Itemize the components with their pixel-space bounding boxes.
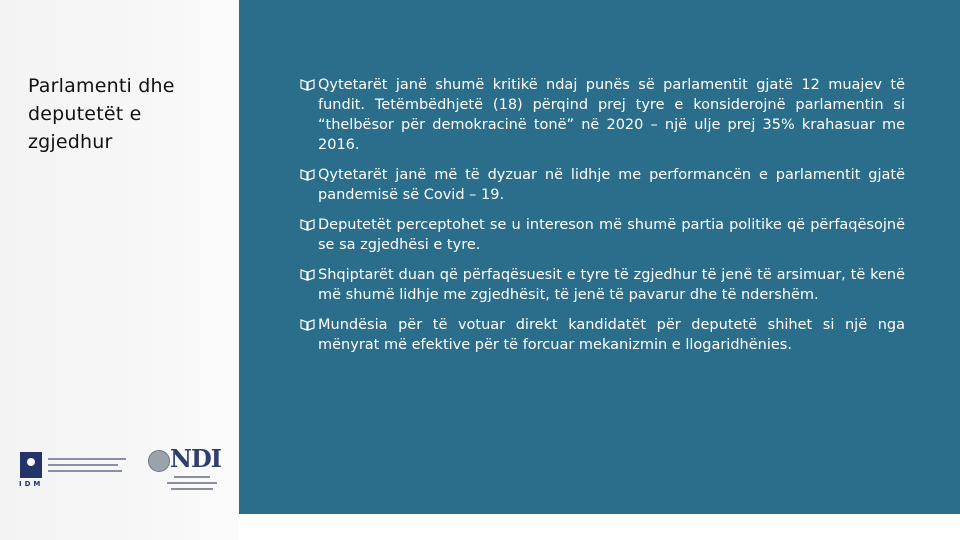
ndi-caption [162, 476, 222, 494]
slide-title: Parlamenti dhe deputetët e zgjedhur [28, 75, 175, 153]
bullet-item [300, 215, 905, 255]
bullet-item [300, 265, 905, 305]
idm-caption [48, 458, 128, 476]
book-bullet-icon [300, 77, 315, 91]
bullet-text: Mundësia për të votuar direkt kandidatët për deputetë shihet si një nga mënyrat më efektive për të forcuar mekanizmin e llogaridhënies. [318, 317, 905, 353]
bullet-text: Deputetët perceptohet se u intereson më shumë partia politike që përfaqësojnë se sa zgjedhësi e tyre. [318, 217, 905, 253]
idm-logo [18, 450, 133, 490]
bullet-text: Qytetarët janë shumë kritikë ndaj punës së parlamentit gjatë 12 muajev të fundit. Tetëmbëdhjetë (18) përqind prej tyre e konsiderojnë parlamentin si “thelbësor për demokracinë tonë” në 2020 – një ulje prej 35% krahasuar me 2016. [318, 77, 905, 153]
ndi-logo [146, 442, 226, 502]
bottom-strip [239, 514, 960, 540]
book-bullet-icon [300, 317, 315, 331]
partner-logos [18, 442, 228, 502]
bullet-item [300, 75, 905, 155]
ndi-wordmark: NDI [170, 444, 221, 473]
idm-emblem-icon [20, 452, 42, 478]
book-bullet-icon [300, 267, 315, 281]
bullet-list [300, 75, 905, 365]
book-bullet-icon [300, 217, 315, 231]
bullet-item [300, 165, 905, 205]
book-bullet-icon [300, 167, 315, 181]
bullet-text: Shqiptarët duan që përfaqësuesit e tyre të zgjedhur të jenë të arsimuar, të kenë më shumë lidhje me zgjedhësit, të jenë të pavarur dhe të ndershëm. [318, 267, 905, 303]
globe-icon [148, 450, 170, 472]
idm-letters: IDM [19, 480, 44, 488]
bullet-text: Qytetarët janë më të dyzuar në lidhje me performancën e parlamentit gjatë pandemisë së Covid – 19. [318, 167, 905, 203]
bullet-item [300, 315, 905, 355]
left-panel [0, 0, 239, 540]
